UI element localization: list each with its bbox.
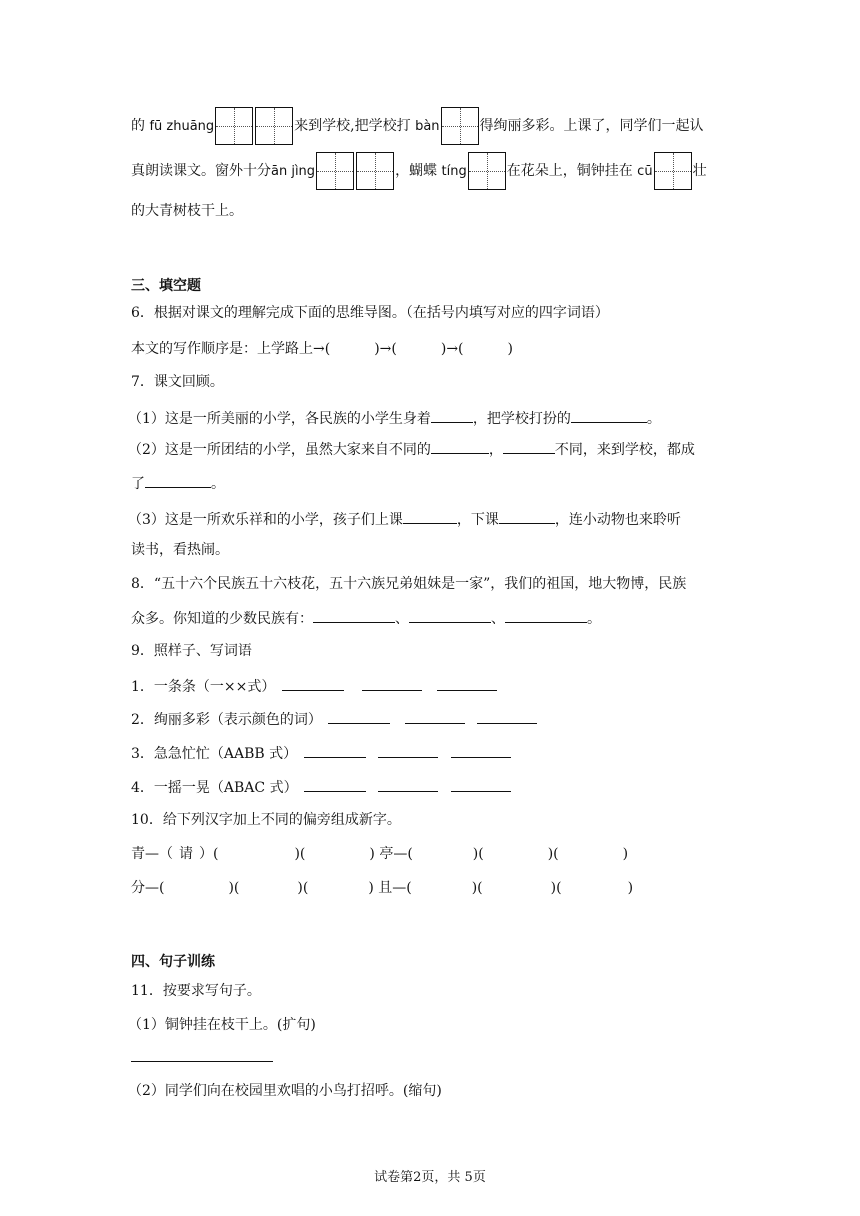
q7-blank[interactable] [431,407,473,423]
q8-line-2: 众多。你知道的少数民族有： 、 、 。 [131,607,601,629]
q9-blank[interactable] [477,708,537,724]
q6-order: 本文的写作顺序是：上学路上→( )→( )→( ) [131,341,513,357]
q9-blank[interactable] [405,708,465,724]
q5-line-2: 真朗读课文。窗外十分ān jìng ，蝴蝶 tíng 在花朵上，铜钟挂在 cū 壮 [131,152,707,191]
q7-blank[interactable] [403,508,457,524]
q8-blank[interactable] [313,607,395,623]
pinyin-cu: cū [637,164,653,179]
q7-blank[interactable] [499,508,555,524]
writing-box[interactable] [654,152,692,190]
q10-row-2: 分—( )( )( ) 且—( )( )( ) [131,880,634,896]
q9-blank[interactable] [451,776,511,792]
q9-blank[interactable] [328,708,390,724]
q7-p2: （2）这是一所团结的小学，虽然大家来自不同的 ， 不同，来到学校，都成 [128,438,695,460]
q8-line-1: 8．“五十六个民族五十六枝花，五十六族兄弟姐妹是一家”，我们的祖国，地大物博，民族 [131,576,687,592]
writing-box[interactable] [441,107,479,145]
q9-item-4: 4．一摇一晃（ABAC 式） [131,776,511,798]
q9-item-3: 3．急急忙忙（AABB 式） [131,742,511,764]
q9-item-1: 1．一条条（一××式） [131,675,497,697]
section-3-title: 三、填空题 [131,278,201,294]
q5-line-1: 的 fū zhuāng 来到学校,把学校打 bàn 得绚丽多彩。上课了，同学们一起认 [131,107,704,146]
writing-box[interactable] [255,107,293,145]
q9-item-2: 2．绚丽多彩（表示颜色的词） [131,708,537,730]
writing-box[interactable] [215,107,253,145]
q9-blank[interactable] [362,675,422,691]
q10-example: 请 [179,846,193,862]
section-4-title: 四、句子训练 [131,954,215,970]
q11-stem: 11．按要求写句子。 [131,983,261,999]
q9-blank[interactable] [304,776,366,792]
q7-p1: （1）这是一所美丽的小学，各民族的小学生身着 ，把学校打扮的 。 [128,407,661,429]
q5-line-3: 的大青树枝干上。 [131,203,243,219]
q7-blank[interactable] [571,407,647,423]
q9-blank[interactable] [451,742,511,758]
q9-blank[interactable] [282,675,344,691]
q7-p3: （3）这是一所欢乐祥和的小学，孩子们上课 ，下课 ，连小动物也来聆听 [128,508,681,530]
q7-blank[interactable] [431,438,489,454]
q8-blank[interactable] [409,607,491,623]
q9-blank[interactable] [437,675,497,691]
q7-p2-cont: 了 。 [131,472,225,494]
pinyin-fu-zhuang: fū zhuāng [149,119,215,134]
writing-box[interactable] [468,152,506,190]
q7-blank[interactable] [145,472,211,488]
q7-stem: 7．课文回顾。 [131,374,224,390]
q7-blank[interactable] [503,438,555,454]
q9-blank[interactable] [378,776,438,792]
pinyin-ting: tíng [441,164,467,179]
page-footer: 试卷第2页，共 5页 [374,1170,486,1185]
writing-box[interactable] [316,152,354,190]
q9-blank[interactable] [378,742,438,758]
q10-row-1: 青—（ 请 ）( )( ) 亭—( )( )( ) [131,846,629,862]
q11-answer-line[interactable] [131,1061,273,1062]
q10-stem: 10．给下列汉字加上不同的偏旁组成新字。 [131,812,401,828]
writing-box[interactable] [356,152,394,190]
q11-s2: （2）同学们向在校园里欢唱的小鸟打招呼。(缩句) [128,1083,442,1099]
q9-stem: 9．照样子、写词语 [131,643,252,659]
q6-stem: 6．根据对课文的理解完成下面的思维导图。（在括号内填写对应的四字词语） [131,305,609,321]
q11-s1: （1）铜钟挂在枝干上。(扩句) [128,1017,316,1033]
q7-p3-cont: 读书，看热闹。 [131,542,229,558]
pinyin-ban: bàn [415,119,440,134]
q8-blank[interactable] [505,607,587,623]
q9-blank[interactable] [304,742,366,758]
pinyin-an-jing: ān jìng [271,164,316,179]
